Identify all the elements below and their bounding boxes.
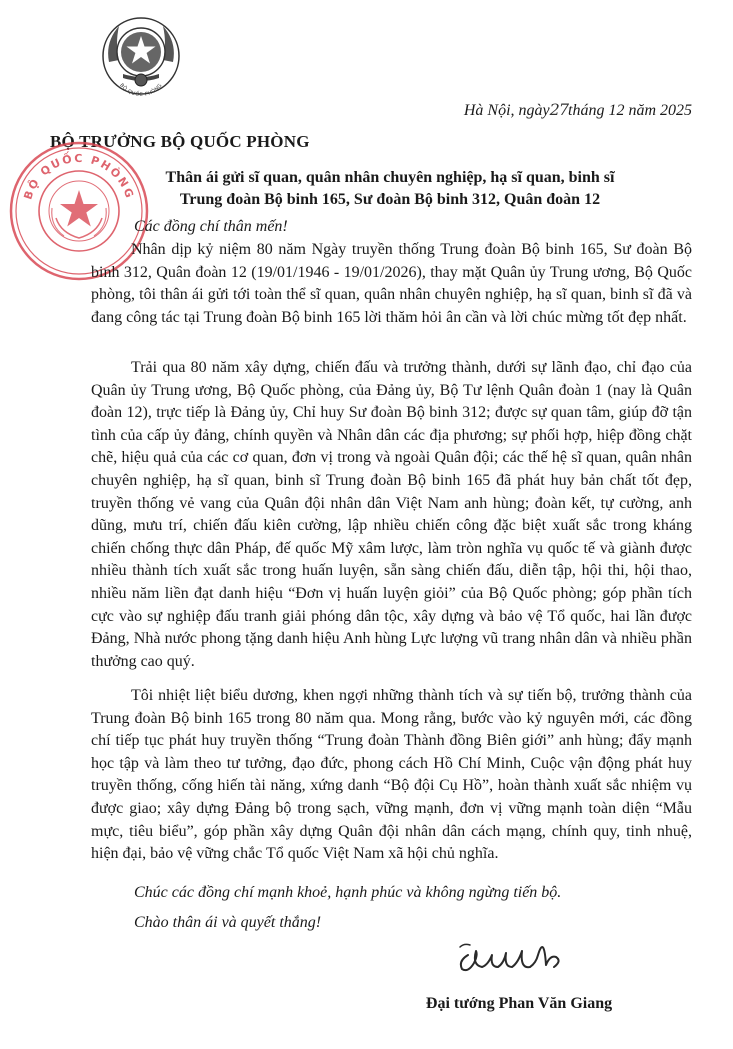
body-paragraph-3: Tôi nhiệt liệt biểu dương, khen ngợi những thành tích và sự tiến bộ, trưởng thành của Trung đoàn Bộ binh 165 trong 80 năm qua. Mong rằng, bước vào kỷ nguyên mới, các đồng chí tiếp tục phát huy truyền thống “Trung đoàn Thành đồng Biên giới” anh hùng; đẩy mạnh học tập và làm theo tư tưởng, đạo đức, phong cách Hồ Chí Minh, Cuộc vận động phát huy truyền thống, cống hiến tài năng, xứng danh “Bộ đội Cụ Hồ”, hoàn thành xuất sắc nhiệm vụ được giao; xây dựng Đảng bộ trong sạch, vững mạnh, đơn vị vững mạnh toàn diện “Mẫu mực, tiêu biểu”, góp phần xây dựng Quân đội nhân dân cách mạng, chính quy, tinh nhuệ, hiện đại, bảo vệ vững chắc Tổ quốc Việt Nam xã hội chủ nghĩa. <box>91 687 692 863</box>
closing-farewell: Chào thân ái và quyết thắng! <box>134 914 322 931</box>
salutation: Các đồng chí thân mến! <box>134 218 288 235</box>
body-paragraph-1: Nhân dịp kỷ niệm 80 năm Ngày truyền thống Trung đoàn Bộ binh 165, Sư đoàn Bộ binh 312, Quân đoàn 12 (19/01/1946 - 19/01/2026), thay mặt Quân ủy Trung ương, Bộ Quốc phòng, tôi thân ái gửi tới toàn thể sĩ quan, quân nhân chuyên nghiệp, hạ sĩ quan, binh sĩ đã và đang công tác tại Trung đoàn Bộ binh 165 lời thăm hỏi ân cần và lời chúc mừng tốt đẹp nhất. <box>91 241 692 326</box>
signer-name: Đại tướng Phan Văn Giang <box>425 995 613 1012</box>
letter-title <box>110 167 670 211</box>
date-day: 27 <box>549 100 568 119</box>
emblem-text: BỘ QUỐC PHÒNG <box>118 82 164 99</box>
signature-icon <box>452 925 582 975</box>
title-line-1: Thân ái gửi sĩ quan, quân nhân chuyên nghiệp, hạ sĩ quan, binh sĩ <box>165 169 615 186</box>
date-line <box>372 100 692 120</box>
date-suffix: tháng 12 năm 2025 <box>568 102 692 119</box>
closing-wish: Chúc các đồng chí mạnh khoẻ, hạnh phúc và không ngừng tiến bộ. <box>134 884 562 901</box>
date-prefix: Hà Nội, ngày <box>463 102 550 119</box>
seal-text: BỘ QUỐC PHÒNG <box>21 151 137 202</box>
organization-heading: BỘ TRƯỞNG BỘ QUỐC PHÒNG <box>50 132 310 151</box>
body-paragraph-2: Trải qua 80 năm xây dựng, chiến đấu và trưởng thành, dưới sự lãnh đạo, chỉ đạo của Quân ủy Trung ương, Bộ Quốc phòng, của Đảng ủy, Bộ Tư lệnh Quân đoàn 1 (nay là Quân đoàn 12), trực tiếp là Đảng ủy, Chỉ huy Sư đoàn Bộ binh 312; được sự quan tâm, giúp đỡ tận tình của cấp ủy đảng, chính quyền và Nhân dân các địa phương; sự phối hợp, hiệp đồng chặt chẽ, hiệu quả của các cơ quan, đơn vị trong và ngoài Quân đội; các thế hệ sĩ quan, quân nhân chuyên nghiệp, hạ sĩ quan, binh sĩ Trung đoàn Bộ binh 165 đã phát huy bản chất tốt đẹp, truyền thống vẻ vang của Quân đội nhân dân Việt Nam anh hùng; đoàn kết, tự cường, anh dũng, mưu trí, chiến đấu kiên cường, lập nhiều chiến công đặc biệt xuất sắc trong kháng chiến chống thực dân Pháp, đế quốc Mỹ xâm lược, làm tròn nghĩa vụ quốc tế và giành được nhiều thành tích xuất sắc trong huấn luyện, sẵn sàng chiến đấu, diễn tập, hội thi, hội thao, nhiều năm liền đạt danh hiệu “Đơn vị huấn luyện giỏi” của Bộ Quốc phòng; góp phần tích cực vào sự nghiệp đấu tranh giải phóng dân tộc, xây dựng và bảo vệ Tổ quốc, hai lần được Đảng, Nhà nước phong tặng danh hiệu Anh hùng Lực lượng vũ trang nhân dân và nhiều phần thưởng cao quý. <box>91 359 692 670</box>
national-emblem-icon <box>97 14 185 102</box>
title-line-2: Trung đoàn Bộ binh 165, Sư đoàn Bộ binh 312, Quân đoàn 12 <box>179 191 601 208</box>
